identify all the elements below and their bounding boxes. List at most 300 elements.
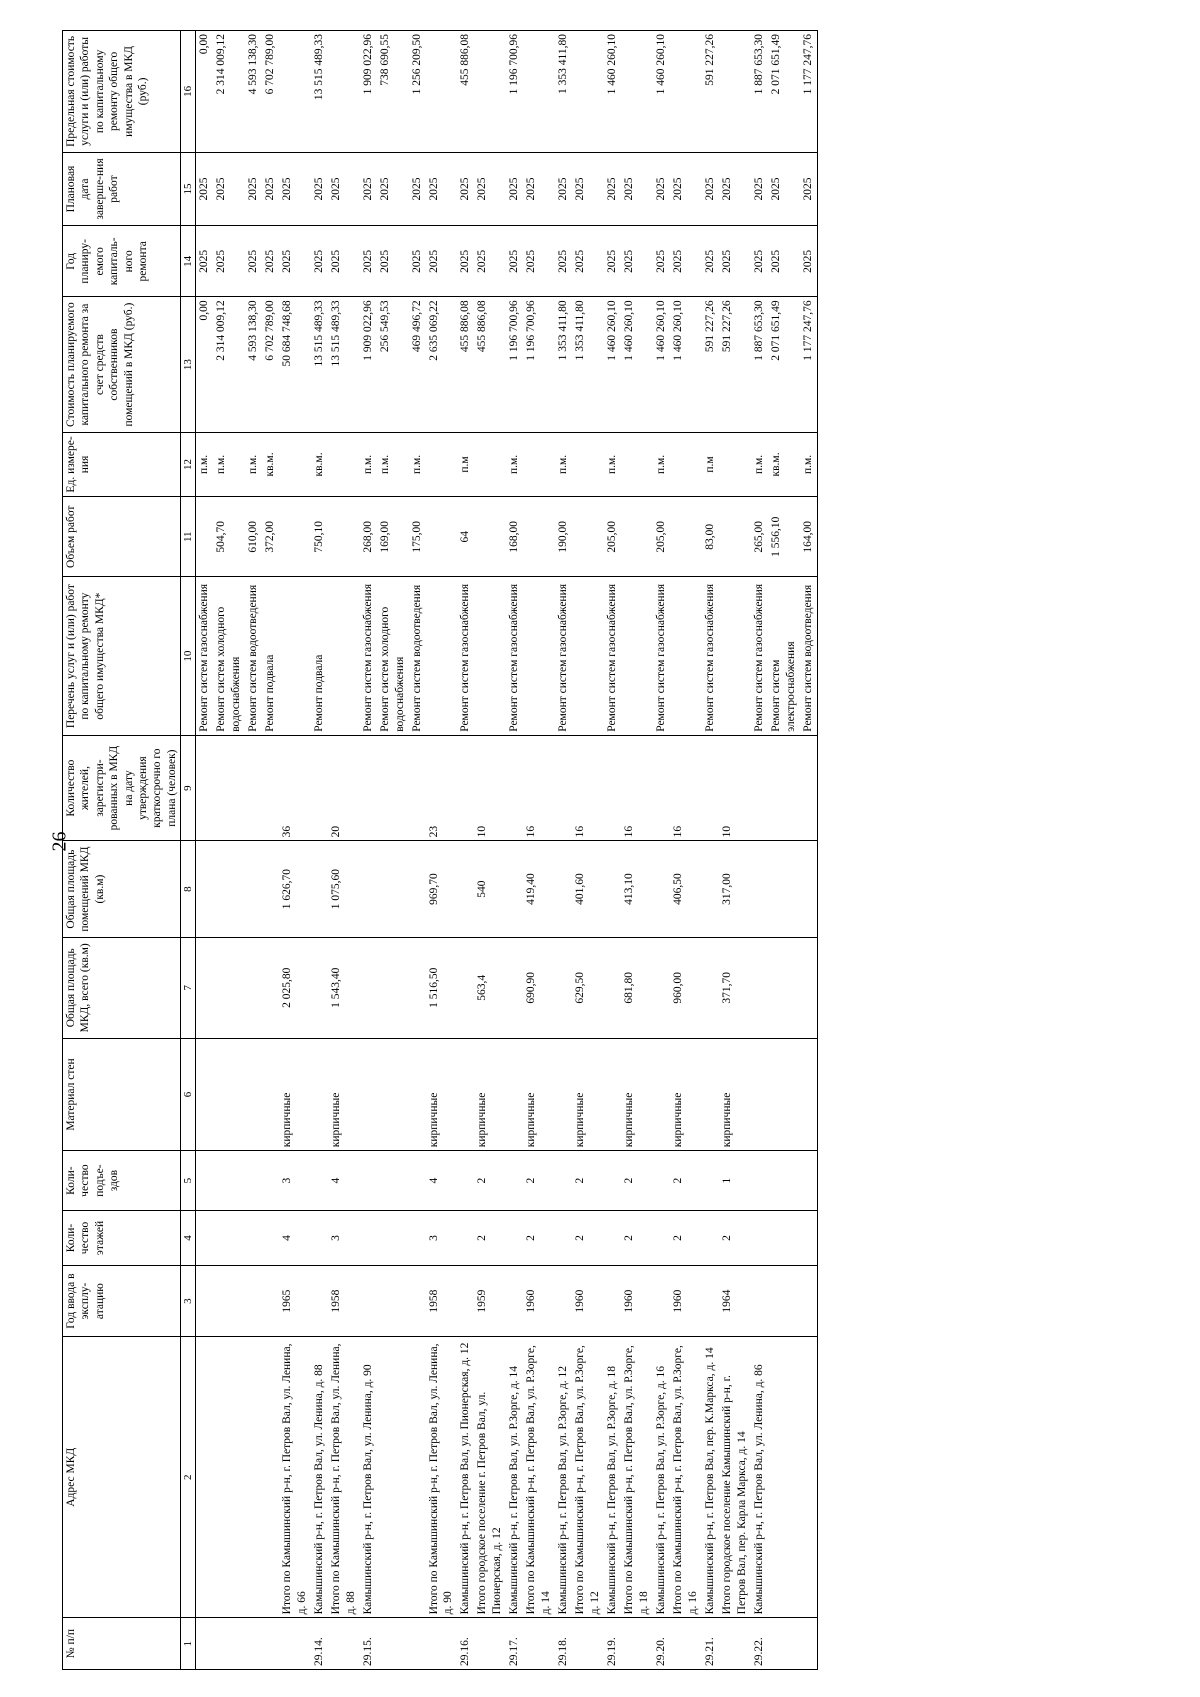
header-year: Год ввода в эксплу-атацию <box>63 1266 181 1337</box>
cell-floors: 3 <box>328 1210 360 1265</box>
cell-volume <box>328 497 360 577</box>
cell-walls <box>768 1038 800 1150</box>
cell-floors <box>213 1210 245 1265</box>
cell-end-year: 2025 <box>311 152 328 225</box>
cell-plan-year: 2025 <box>213 226 245 297</box>
cell-plan-year: 2025 <box>457 226 474 297</box>
cell-area-total <box>653 937 670 1038</box>
cell-area-premises <box>604 841 621 937</box>
cell-unit: кв.м. <box>262 432 279 496</box>
cell-year <box>604 1266 621 1337</box>
cell-cost: 1 460 260,10 <box>653 297 670 432</box>
cell-area-premises: 401,60 <box>572 841 604 937</box>
cell-work <box>523 577 555 735</box>
work-item: Ремонт систем холодного водоснабжения <box>378 606 406 732</box>
column-number: 16 <box>181 31 196 153</box>
cell-entrances <box>245 1151 262 1211</box>
cell-plan-year: 2025 <box>572 226 604 297</box>
cell-address: Камышинский р-н, г. Петров Вал, ул. Пионерская, д. 12 <box>457 1337 474 1618</box>
cell-plan-year: 2025 <box>311 226 328 297</box>
cell-work <box>506 577 523 735</box>
cell-no <box>279 1618 311 1670</box>
cell-volume <box>621 497 653 577</box>
cell-walls <box>360 1038 377 1150</box>
cell-unit: п.м. <box>653 432 670 496</box>
cell-volume: 169,00 <box>377 497 409 577</box>
table-body <box>196 31 818 1670</box>
cell-year <box>377 1266 409 1337</box>
cell-residents <box>311 735 328 841</box>
table-row <box>800 31 818 1670</box>
cell-work <box>800 577 818 735</box>
cell-limit <box>719 31 751 153</box>
cell-end-year: 2025 <box>621 152 653 225</box>
cell-cost: 1 909 022,96 <box>360 297 377 432</box>
cell-residents <box>555 735 572 841</box>
cell-area-total <box>377 937 409 1038</box>
cell-entrances: 3 <box>279 1151 311 1211</box>
cell-area-total: 1 543,40 <box>328 937 360 1038</box>
cell-volume: 168,00 <box>506 497 523 577</box>
cell-walls <box>377 1038 409 1150</box>
cell-walls: кирпичные <box>426 1038 458 1150</box>
cell-entrances: 2 <box>621 1151 653 1211</box>
cell-unit <box>670 432 702 496</box>
cell-cost: 1 887 653,30 <box>751 297 768 432</box>
column-number: 14 <box>181 226 196 297</box>
cell-area-premises: 1 626,70 <box>279 841 311 937</box>
cell-work <box>604 577 621 735</box>
cell-residents: 16 <box>572 735 604 841</box>
cell-area-premises: 419,40 <box>523 841 555 937</box>
cell-floors <box>196 1210 214 1265</box>
rotated-table-container <box>62 30 1172 1670</box>
cell-walls <box>506 1038 523 1150</box>
cell-limit: 1 177 247,76 <box>800 31 818 153</box>
work-item: Ремонт систем водоотведения <box>246 584 259 732</box>
cell-cost: 455 886,08 <box>457 297 474 432</box>
cell-year <box>506 1266 523 1337</box>
cell-residents <box>751 735 768 841</box>
cell-end-year: 2025 <box>457 152 474 225</box>
cell-address: Итого по Камышинский р-н, г. Петров Вал, ул. Р.Зорге, д. 18 <box>621 1337 653 1618</box>
cell-area-premises <box>409 841 426 937</box>
cell-end-year: 2025 <box>213 152 245 225</box>
cell-residents <box>702 735 719 841</box>
cell-year <box>213 1266 245 1337</box>
cell-end-year: 2025 <box>360 152 377 225</box>
cell-plan-year: 2025 <box>409 226 426 297</box>
cell-no <box>245 1618 262 1670</box>
cell-cost: 1 353 411,80 <box>572 297 604 432</box>
cell-entrances: 1 <box>719 1151 751 1211</box>
cell-area-premises <box>768 841 800 937</box>
cell-address: Итого по Камышинский р-н, г. Петров Вал, ул. Р.Зорге, д. 14 <box>523 1337 555 1618</box>
work-item: Ремонт подвала <box>312 654 325 732</box>
cell-residents: 23 <box>426 735 458 841</box>
work-item: Ремонт систем газоснабжения <box>459 583 472 732</box>
cell-floors <box>506 1210 523 1265</box>
cell-no <box>800 1618 818 1670</box>
cell-limit: 1 353 411,80 <box>555 31 572 153</box>
column-number: 7 <box>181 937 196 1038</box>
cell-volume: 750,10 <box>311 497 328 577</box>
cell-end-year: 2025 <box>506 152 523 225</box>
cell-walls <box>245 1038 262 1150</box>
table-row <box>196 31 214 1670</box>
cell-address: Камышинский р-н, г. Петров Вал, ул. Р.Зорге, д. 18 <box>604 1337 621 1618</box>
cell-area-premises <box>377 841 409 937</box>
cell-residents <box>196 735 214 841</box>
cell-volume: 372,00 <box>262 497 279 577</box>
cell-plan-year: 2025 <box>279 226 311 297</box>
cell-end-year: 2025 <box>409 152 426 225</box>
cell-limit: 738 690,55 <box>377 31 409 153</box>
cell-year <box>262 1266 279 1337</box>
cell-address: Камышинский р-н, г. Петров Вал, ул. Р.Зорге, д. 14 <box>506 1337 523 1618</box>
header-row <box>63 31 181 1670</box>
cell-year: 1960 <box>670 1266 702 1337</box>
cell-no: 29.18. <box>555 1618 572 1670</box>
cell-volume: 1 556,10 <box>768 497 800 577</box>
cell-floors: 2 <box>670 1210 702 1265</box>
header-limit-cost: Предельная стоимость услуги и (или) работы по капитальному ремонту общего имущества в МКД (руб.) <box>63 31 181 153</box>
cell-area-total <box>702 937 719 1038</box>
cell-volume <box>572 497 604 577</box>
cell-floors <box>768 1210 800 1265</box>
cell-end-year: 2025 <box>555 152 572 225</box>
column-number: 15 <box>181 152 196 225</box>
cell-year <box>196 1266 214 1337</box>
table-row <box>653 31 670 1670</box>
cell-plan-year: 2025 <box>262 226 279 297</box>
column-number: 10 <box>181 577 196 735</box>
cell-cost: 455 886,08 <box>474 297 506 432</box>
cell-limit: 1 887 653,30 <box>751 31 768 153</box>
cell-entrances <box>751 1151 768 1211</box>
cell-no: 29.19. <box>604 1618 621 1670</box>
cell-walls: кирпичные <box>719 1038 751 1150</box>
column-number: 4 <box>181 1210 196 1265</box>
cell-area-total <box>213 937 245 1038</box>
cell-volume <box>474 497 506 577</box>
cell-address <box>768 1337 800 1618</box>
cell-work <box>768 577 800 735</box>
cell-walls: кирпичные <box>572 1038 604 1150</box>
cell-volume <box>523 497 555 577</box>
column-number: 11 <box>181 497 196 577</box>
cell-work <box>409 577 426 735</box>
column-number: 12 <box>181 432 196 496</box>
cell-residents <box>506 735 523 841</box>
cell-cost: 2 071 651,49 <box>768 297 800 432</box>
cell-cost: 1 177 247,76 <box>800 297 818 432</box>
work-item: Ремонт систем газоснабжения <box>606 583 618 732</box>
cell-cost: 256 549,53 <box>377 297 409 432</box>
cell-unit <box>474 432 506 496</box>
cell-address: Камышинский р-н, г. Петров Вал, пер. К.Маркса, д. 14 <box>702 1337 719 1618</box>
cell-limit <box>279 31 311 153</box>
cell-address: Камышинский р-н, г. Петров Вал, ул. Ленина, д. 90 <box>360 1337 377 1618</box>
cell-area-total: 371,70 <box>719 937 751 1038</box>
cell-residents <box>245 735 262 841</box>
header-unit: Ед. измере-ния <box>63 432 181 496</box>
cell-no: 29.20. <box>653 1618 670 1670</box>
cell-end-year: 2025 <box>196 152 214 225</box>
cell-area-total <box>245 937 262 1038</box>
cell-area-premises <box>196 841 214 937</box>
cell-area-premises <box>245 841 262 937</box>
cell-unit: п.м. <box>751 432 768 496</box>
repair-plan-table <box>62 30 818 1670</box>
cell-plan-year: 2025 <box>555 226 572 297</box>
cell-no <box>328 1618 360 1670</box>
cell-end-year: 2025 <box>768 152 800 225</box>
cell-plan-year: 2025 <box>621 226 653 297</box>
cell-floors: 4 <box>279 1210 311 1265</box>
cell-unit <box>279 432 311 496</box>
header-cost: Стоимость планируемого капитального ремонта за счет средств собственников помещений в МКД (руб.) <box>63 297 181 432</box>
table-row <box>670 31 702 1670</box>
cell-entrances <box>800 1151 818 1211</box>
cell-floors <box>800 1210 818 1265</box>
cell-floors <box>409 1210 426 1265</box>
cell-unit: п.м. <box>245 432 262 496</box>
table-row <box>328 31 360 1670</box>
cell-area-premises <box>800 841 818 937</box>
cell-work <box>555 577 572 735</box>
cell-area-premises: 540 <box>474 841 506 937</box>
cell-cost: 1 353 411,80 <box>555 297 572 432</box>
table-row <box>474 31 506 1670</box>
cell-plan-year: 2025 <box>751 226 768 297</box>
cell-address: Итого по Камышинский р-н, г. Петров Вал, ул. Ленина, д. 90 <box>426 1337 458 1618</box>
cell-area-premises <box>457 841 474 937</box>
cell-limit: 1 460 260,10 <box>604 31 621 153</box>
cell-no: 29.17. <box>506 1618 523 1670</box>
cell-limit: 1 909 022,96 <box>360 31 377 153</box>
cell-volume: 205,00 <box>653 497 670 577</box>
cell-area-premises <box>213 841 245 937</box>
header-residents: Количество жителей, зарегистри-рованных в МКД на дату утверждения краткосрочно го плана (человек) <box>63 735 181 841</box>
cell-walls: кирпичные <box>474 1038 506 1150</box>
cell-area-premises: 1 075,60 <box>328 841 360 937</box>
cell-work <box>621 577 653 735</box>
cell-entrances <box>213 1151 245 1211</box>
cell-no <box>621 1618 653 1670</box>
cell-cost: 469 496,72 <box>409 297 426 432</box>
cell-unit: п.м. <box>555 432 572 496</box>
cell-floors <box>311 1210 328 1265</box>
cell-end-year: 2025 <box>474 152 506 225</box>
cell-area-total: 629,50 <box>572 937 604 1038</box>
cell-plan-year: 2025 <box>328 226 360 297</box>
cell-plan-year: 2025 <box>360 226 377 297</box>
cell-end-year: 2025 <box>377 152 409 225</box>
cell-volume: 175,00 <box>409 497 426 577</box>
cell-no <box>670 1618 702 1670</box>
cell-volume: 504,70 <box>213 497 245 577</box>
cell-cost: 1 196 700,96 <box>523 297 555 432</box>
table-row <box>751 31 768 1670</box>
cell-no: 29.21. <box>702 1618 719 1670</box>
cell-cost: 1 196 700,96 <box>506 297 523 432</box>
cell-work <box>196 577 214 735</box>
cell-floors <box>245 1210 262 1265</box>
cell-unit: п.м. <box>196 432 214 496</box>
cell-address <box>409 1337 426 1618</box>
header-no: № п/п <box>63 1618 181 1670</box>
cell-work <box>653 577 670 735</box>
cell-unit <box>572 432 604 496</box>
cell-unit <box>621 432 653 496</box>
cell-area-total <box>409 937 426 1038</box>
cell-entrances <box>457 1151 474 1211</box>
cell-entrances <box>360 1151 377 1211</box>
cell-area-total <box>311 937 328 1038</box>
cell-limit: 591 227,26 <box>702 31 719 153</box>
cell-work <box>311 577 328 735</box>
cell-address: Итого городское поселение г. Петров Вал, ул. Пионерская, д. 12 <box>474 1337 506 1618</box>
header-volume: Объем работ <box>63 497 181 577</box>
table-row <box>506 31 523 1670</box>
cell-year <box>653 1266 670 1337</box>
cell-unit: п.м. <box>377 432 409 496</box>
cell-no: 29.15. <box>360 1618 377 1670</box>
cell-floors <box>751 1210 768 1265</box>
cell-floors: 2 <box>523 1210 555 1265</box>
cell-entrances <box>311 1151 328 1211</box>
cell-end-year: 2025 <box>702 152 719 225</box>
cell-entrances <box>768 1151 800 1211</box>
cell-walls <box>262 1038 279 1150</box>
cell-no <box>262 1618 279 1670</box>
cell-walls <box>751 1038 768 1150</box>
cell-entrances <box>555 1151 572 1211</box>
cell-no <box>523 1618 555 1670</box>
cell-address <box>377 1337 409 1618</box>
work-item: Ремонт систем электроснабжения <box>769 641 797 732</box>
cell-year <box>768 1266 800 1337</box>
cell-entrances: 2 <box>523 1151 555 1211</box>
cell-area-total <box>555 937 572 1038</box>
cell-area-total <box>506 937 523 1038</box>
cell-work <box>457 577 474 735</box>
cell-walls: кирпичные <box>621 1038 653 1150</box>
cell-limit: 1 460 260,10 <box>653 31 670 153</box>
cell-end-year: 2025 <box>653 152 670 225</box>
cell-plan-year: 2025 <box>604 226 621 297</box>
cell-unit: п.м. <box>360 432 377 496</box>
column-number: 5 <box>181 1151 196 1211</box>
cell-address <box>196 1337 214 1618</box>
cell-end-year: 2025 <box>670 152 702 225</box>
cell-entrances <box>196 1151 214 1211</box>
table-row <box>768 31 800 1670</box>
cell-limit <box>328 31 360 153</box>
table-row <box>572 31 604 1670</box>
cell-work <box>279 577 311 735</box>
cell-walls <box>213 1038 245 1150</box>
cell-residents <box>800 735 818 841</box>
work-item: Ремонт систем газоснабжения <box>361 583 374 732</box>
cell-plan-year: 2025 <box>523 226 555 297</box>
cell-cost: 2 635 069,22 <box>426 297 458 432</box>
cell-address: Итого по Камышинский р-н, г. Петров Вал, ул. Р.Зорге, д. 16 <box>670 1337 702 1618</box>
cell-limit: 2 314 009,12 <box>213 31 245 153</box>
column-number: 13 <box>181 297 196 432</box>
cell-no: 29.22. <box>751 1618 768 1670</box>
cell-no <box>409 1618 426 1670</box>
cell-residents: 10 <box>719 735 751 841</box>
header-entrances: Коли-чество подъе-здов <box>63 1151 181 1211</box>
cell-year: 1965 <box>279 1266 311 1337</box>
cell-plan-year: 2025 <box>245 226 262 297</box>
cell-no: 29.16. <box>457 1618 474 1670</box>
cell-entrances: 4 <box>328 1151 360 1211</box>
cell-floors <box>555 1210 572 1265</box>
cell-address: Итого городское поселение Камышинский р-н, г. Петров Вал, пер. Карла Маркса, д. 14 <box>719 1337 751 1618</box>
cell-entrances: 2 <box>572 1151 604 1211</box>
work-item: Ремонт систем холодного водоснабжения <box>215 606 242 732</box>
cell-floors <box>360 1210 377 1265</box>
cell-year: 1959 <box>474 1266 506 1337</box>
cell-limit <box>621 31 653 153</box>
cell-plan-year: 2025 <box>426 226 458 297</box>
table-row <box>702 31 719 1670</box>
cell-residents <box>409 735 426 841</box>
header-area-total: Общая площадь МКД, всего (кв.м) <box>63 937 181 1038</box>
cell-cost: 591 227,26 <box>702 297 719 432</box>
cell-plan-year: 2025 <box>506 226 523 297</box>
cell-end-year: 2025 <box>245 152 262 225</box>
cell-area-total <box>751 937 768 1038</box>
cell-area-total: 563,4 <box>474 937 506 1038</box>
cell-area-total <box>457 937 474 1038</box>
header-works: Перечень услуг и (или) работ по капитальному ремонту общего имущества МКД* <box>63 577 181 735</box>
cell-entrances <box>702 1151 719 1211</box>
cell-plan-year: 2025 <box>800 226 818 297</box>
cell-plan-year: 2025 <box>196 226 214 297</box>
work-item: Ремонт систем газоснабжения <box>557 583 570 732</box>
cell-cost: 50 684 748,68 <box>279 297 311 432</box>
cell-volume <box>196 497 214 577</box>
cell-residents <box>768 735 800 841</box>
cell-limit: 13 515 489,33 <box>311 31 328 153</box>
cell-work <box>213 577 245 735</box>
cell-work <box>719 577 751 735</box>
cell-volume: 265,00 <box>751 497 768 577</box>
cell-residents: 36 <box>279 735 311 841</box>
cell-year: 1964 <box>719 1266 751 1337</box>
table-row <box>311 31 328 1670</box>
cell-walls <box>409 1038 426 1150</box>
cell-year: 1960 <box>572 1266 604 1337</box>
cell-unit: кв.м. <box>311 432 328 496</box>
cell-limit <box>572 31 604 153</box>
cell-year: 1958 <box>328 1266 360 1337</box>
cell-limit: 0,00 <box>196 31 214 153</box>
cell-end-year: 2025 <box>523 152 555 225</box>
cell-residents <box>604 735 621 841</box>
page-number: 26 <box>48 831 71 852</box>
cell-address <box>245 1337 262 1618</box>
cell-walls <box>653 1038 670 1150</box>
column-number: 8 <box>181 841 196 937</box>
cell-year <box>311 1266 328 1337</box>
cell-entrances: 2 <box>670 1151 702 1211</box>
cell-no <box>768 1618 800 1670</box>
